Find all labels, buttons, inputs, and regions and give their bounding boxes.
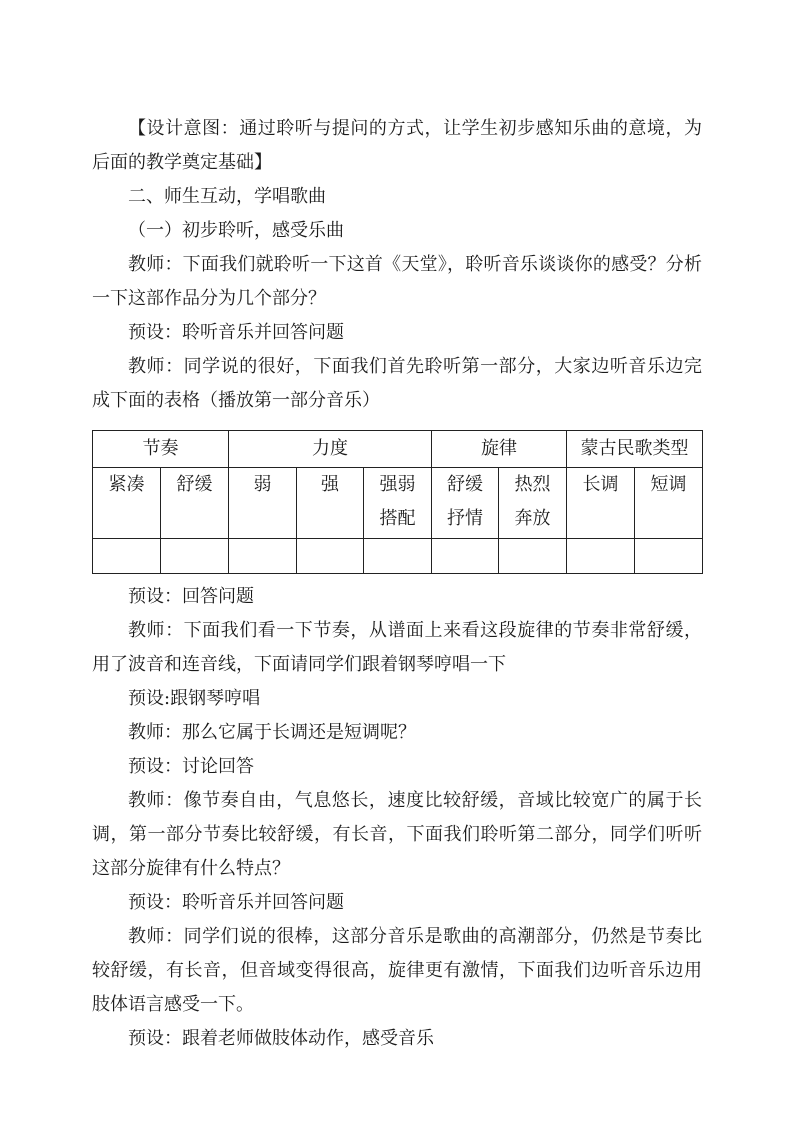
option-cell: 紧凑 [93, 468, 161, 539]
preset-paragraph-6: 预设：跟着老师做肢体动作，感受音乐 [128, 1028, 434, 1049]
document-page [92, 112, 702, 1056]
paragraphs-after-table [92, 580, 702, 1056]
option-cell: 短调 [635, 468, 703, 539]
teacher-paragraph-3: 教师：下面我们看一下节奏，从谱面上来看这段旋律的节奏非常舒缓，用了波音和连音线，下面请同学们跟着钢琴哼唱一下 [92, 620, 702, 675]
table-options-row [93, 468, 703, 539]
answer-cell[interactable] [93, 539, 161, 574]
answer-cell[interactable] [364, 539, 432, 574]
answer-cell[interactable] [297, 539, 364, 574]
answer-cell[interactable] [161, 539, 229, 574]
preset-paragraph-1: 预设：聆听音乐并回答问题 [128, 322, 344, 343]
option-cell: 强弱搭配 [364, 468, 432, 539]
listening-worksheet-table [92, 430, 703, 574]
answer-cell[interactable] [432, 539, 499, 574]
header-melody: 旋律 [432, 431, 567, 468]
preset-paragraph-5: 预设：聆听音乐并回答问题 [128, 892, 344, 913]
header-mongolian-folk-song-type: 蒙古民歌类型 [567, 431, 703, 468]
table-answer-row [93, 539, 703, 574]
answer-cell[interactable] [499, 539, 567, 574]
subsection-1-title: （一）初步聆听，感受乐曲 [128, 220, 344, 241]
option-cell: 强 [297, 468, 364, 539]
teacher-paragraph-2: 教师：同学说的很好，下面我们首先聆听第一部分，大家边听音乐边完成下面的表格（播放第一部分音乐） [92, 356, 702, 411]
option-cell: 舒缓 [161, 468, 229, 539]
option-cell: 热烈奔放 [499, 468, 567, 539]
answer-cell[interactable] [229, 539, 297, 574]
option-cell: 弱 [229, 468, 297, 539]
design-intent-paragraph: 【设计意图：通过聆听与提问的方式，让学生初步感知乐曲的意境，为后面的教学奠定基础】 [92, 118, 702, 173]
table-header-row [93, 431, 703, 468]
answer-cell[interactable] [567, 539, 635, 574]
header-rhythm: 节奏 [93, 431, 229, 468]
option-cell: 舒缓抒情 [432, 468, 499, 539]
answer-cell[interactable] [635, 539, 703, 574]
header-dynamics: 力度 [229, 431, 432, 468]
option-cell: 长调 [567, 468, 635, 539]
teacher-paragraph-6: 教师：同学们说的很棒，这部分音乐是歌曲的高潮部分，仍然是节奏比较舒缓，有长音，但音域变得很高，旋律更有激情，下面我们边听音乐边用肢体语言感受一下。 [92, 926, 702, 1015]
preset-paragraph-4: 预设：讨论回答 [128, 756, 254, 777]
preset-paragraph-2: 预设：回答问题 [128, 586, 254, 607]
teacher-paragraph-4: 教师：那么它属于长调还是短调呢？ [128, 722, 416, 743]
preset-paragraph-3: 预设:跟钢琴哼唱 [128, 688, 261, 709]
teacher-paragraph-5: 教师：像节奏自由，气息悠长，速度比较舒缓，音域比较宽广的属于长调，第一部分节奏比较舒缓，有长音，下面我们聆听第二部分，同学们听听这部分旋律有什么特点？ [92, 790, 702, 879]
teacher-paragraph-1: 教师：下面我们就聆听一下这首《天堂》，聆听音乐谈谈你的感受？分析一下这部作品分为几个部分？ [92, 254, 702, 309]
section-2-title: 二、师生互动，学唱歌曲 [128, 186, 326, 207]
